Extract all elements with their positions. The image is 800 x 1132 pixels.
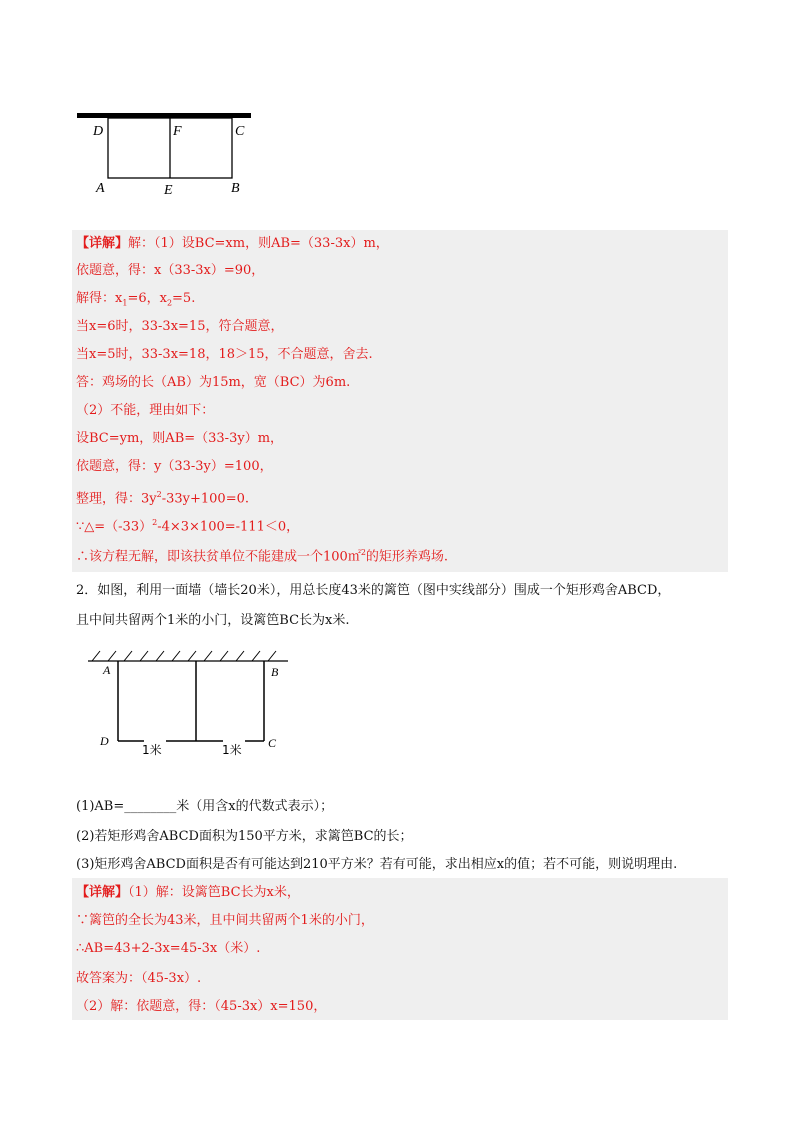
label-gap-2: 1米 — [222, 743, 242, 757]
solution-1-line-4: 当x=6时，33-3x=15，符合题意， — [76, 319, 284, 334]
solution-1-line-8: 设BC=ym，则AB=（33-3y）m， — [76, 431, 284, 446]
question-1: (1)AB=________米（用含x的代数式表示）； — [76, 799, 334, 814]
solution-1-line-12: ∴该方程无解，即该扶贫单位不能建成一个100㎡$^2$的矩形养鸡场. — [76, 548, 449, 565]
label-F: F — [173, 124, 182, 139]
label-C: C — [268, 736, 277, 750]
figure-1-rectangle-diagram — [72, 108, 262, 200]
question-2: (2)若矩形鸡舍ABCD面积为150平方米，求篱笆BC的长； — [76, 829, 413, 844]
label-D: D — [100, 734, 109, 748]
solution-2-line-2: ∵篱笆的全长为43米，且中间共留两个1米的小门， — [76, 913, 374, 928]
label-D: D — [93, 124, 104, 139]
solution-1-line-10: 整理，得：$3y^2-33y+100=0$. — [76, 490, 249, 507]
label-C: C — [235, 124, 245, 139]
solution-1-line-1: 【详解】解：（1）设BC=xm，则AB=（33-3x）m， — [76, 236, 389, 251]
label-B: B — [231, 181, 240, 196]
label-E: E — [164, 183, 173, 198]
solution-1-line-7: （2）不能，理由如下： — [76, 403, 215, 418]
solution-2-line-4: 故答案为：（45-3x）. — [76, 971, 202, 986]
problem-2-line-2: 且中间共留两个1米的小门，设篱笆BC长为x米. — [76, 613, 350, 628]
label-A: A — [96, 181, 105, 196]
label-A: A — [103, 663, 111, 677]
wall — [77, 113, 251, 118]
solution-1-line-5: 当x=5时，33-3x=18，18＞15，不合题意，舍去. — [76, 347, 373, 362]
solution-1-line-6: 答：鸡场的长（AB）为15m，宽（BC）为6m. — [76, 375, 351, 390]
solution-2-line-3: ∴AB=43+2-3x=45-3x（米）. — [76, 941, 261, 956]
question-3: (3)矩形鸡舍ABCD面积是否有可能达到210平方米？若有可能，求出相应x的值；若不可能，则说明理由. — [76, 857, 678, 872]
wall-hatching — [92, 651, 276, 661]
solution-2-line-1: 【详解】（1）解：设篱笆BC长为x米， — [76, 885, 300, 900]
solution-1-line-3: 解得：$x_1=6$，$x_2=5$. — [76, 291, 196, 308]
solution-1-line-9: 依题意，得：y（33-3y）=100， — [76, 459, 273, 474]
figure-2-coop-diagram — [88, 648, 298, 758]
solution-2-line-5: （2）解：依题意，得：（45-3x）x=150， — [76, 999, 327, 1014]
solution-1-line-2: 依题意，得：x（33-3x）=90， — [76, 263, 265, 278]
label-gap-1: 1米 — [142, 743, 162, 757]
label-B: B — [271, 665, 279, 679]
problem-2-line-1: 2．如图，利用一面墙（墙长20米），用总长度43米的篱笆（图中实线部分）围成一个矩形鸡舍ABCD， — [76, 583, 671, 598]
solution-1-line-11: $\because\triangle=(-33)^2-4\times 3\times 100=-111<0$， — [76, 518, 300, 535]
